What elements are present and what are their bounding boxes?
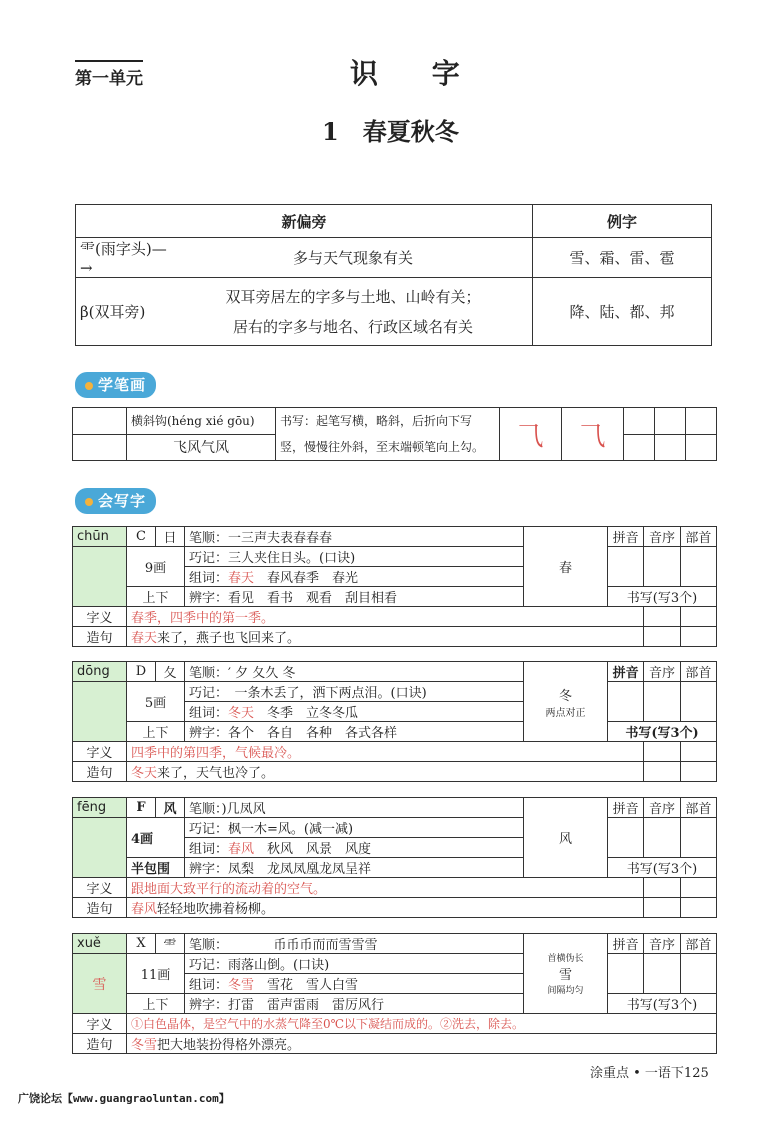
section-write: 会写字 [75, 488, 156, 514]
char-card-feng: fēng F 风 笔顺：)几凤风 风 拼音 音序 部首 4画 巧记：枫一木=风。(减一减) 组词：春风 秋风 风景 风度 半包围 辨字：凤梨 龙凤凤凰龙凤呈祥 书写(写3个) 字义 跟地面大致平行的流动着的空气。 造句 春风轻轻地吹拂着杨柳。 [72, 797, 717, 918]
page-footer: 涂重点 • 一语下125 [590, 1066, 709, 1081]
char-card-chun: chūn C 日 笔顺：一三声夫表春春春 春 拼音 音序 部首 9画 巧记：三人夹住日头。(口诀) 组词：春天 春风春季 春光 上下 辨字：看见 看书 观看 刮目相看 书写(写3个) 字义 春季，四季中的第一季。 造句 春天来了，燕子也飞回来了。 [72, 526, 717, 647]
char-card-dong: dōng D 夂 笔顺：′ 夕 夂久 冬 冬 两点对正 拼音 音序 部首 5画 巧记： 一条木丢了，洒下两点泪。(口诀) 组词：冬天 冬季 立冬冬瓜 上下 辨字：各个 各自 各种 各式各样 书写(写3个) 字义 四季中的第四季，气候最冷。 造句 冬天来了，天气也冷了。 [72, 661, 717, 782]
section-strokes: 学笔画 [75, 372, 156, 398]
unit-label: 第一单元 [75, 60, 143, 89]
lesson-title: 1 春夏秋冬 [322, 117, 459, 146]
stroke-table: 横斜钩(héng xié gōu) 书写：起笔写横，略斜，后折向下写 竖，慢慢往外斜，至末端顿笔向上勾。 ⺄ ⺄ 飞风气风 [72, 407, 717, 461]
char-card-xue: xuě X ⻗ 笔顺： 币币币而而雪雪雪 首横伪长 雪 间隔均匀 拼音 音序 部首 雪 11画 巧记：雨落山倒。(口诀) 组词：冬雪 雪花 雪人白雪 上下 辨字：打雷 雷声雷雨 雷厉风行 书写(写3个) 字义 ①白色晶体，是空气中的水蒸气降至0℃以下凝结而成的。②洗去，除去。 造句 冬雪把大地装扮得格外漂亮。 [72, 933, 717, 1054]
site-watermark: 广饶论坛【www.guangraoluntan.com】 [18, 1092, 230, 1105]
page-title: 识 字 [350, 57, 482, 90]
radical-table: 新偏旁 例字 ⻗(雨字头)—→ 多与天气现象有关 雪、霜、雷、雹 β(双耳旁) 双耳旁居左的字多与土地、山岭有关； 居右的字多与地名、行政区域名有关 降、陆、都、邦 [75, 204, 712, 346]
